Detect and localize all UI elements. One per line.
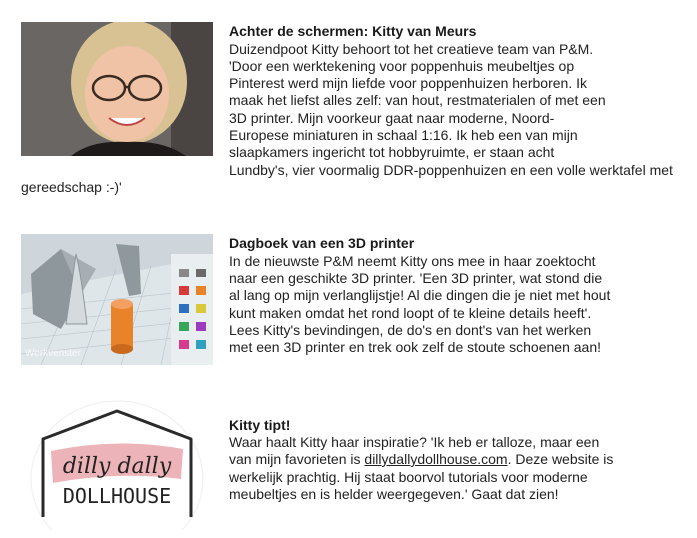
article-line-prefix: van mijn favorieten is: [229, 451, 365, 467]
article-line: maak het liefst alles zelf: van hout, restmaterialen of met een: [229, 92, 606, 108]
article-title[interactable]: Kitty tipt!: [229, 417, 291, 433]
article-line: Europese miniaturen in schaal 1:16. Ik heb een van mijn: [229, 127, 578, 143]
article-line: In de nieuwste P&M neemt Kitty ons mee in haar zoektocht: [229, 253, 596, 269]
logo-top-text: dilly dally: [62, 454, 172, 479]
dilly-dally-logo-image[interactable]: [21, 399, 213, 530]
article-line: slaapkamers ingericht tot hobbyruimte, er staan acht: [229, 144, 555, 160]
article-line: 'Door een werktekening voor poppenhuis meubeltjes op: [229, 58, 575, 74]
article-line: Lundby's, vier voormalig DDR-poppenhuizen en een volle werktafel met: [229, 162, 673, 178]
article-line: gereedschap :-)': [21, 179, 122, 195]
dillydallydollhouse-link[interactable]: dillydallydollhouse.com: [364, 451, 508, 467]
logo-bottom-text: DOLLHOUSE: [62, 484, 172, 508]
article-line: Lees Kitty's bevindingen, de do's en dont's van het werken: [229, 322, 592, 338]
article-title[interactable]: Achter de schermen: Kitty van Meurs: [229, 23, 477, 39]
kitty-portrait-image[interactable]: [21, 22, 213, 156]
article-line-suffix: . Deze website is: [507, 451, 614, 467]
article-line: 3D printer. Mijn voorkeur gaat naar moderne, Noord-: [229, 110, 555, 126]
article-line: al lang op mijn verlanglijstje! Al die dingen die je niet met hout: [229, 287, 611, 303]
3d-printer-image[interactable]: [21, 234, 213, 365]
article-line: kunt maken omdat het rond loopt of te kleine details heeft'.: [229, 305, 592, 321]
article-line: Waar haalt Kitty haar inspiratie? 'Ik heb er talloze, maar een: [229, 434, 600, 450]
article-line: naar een geschikte 3D printer. 'Een 3D printer, wat stond die: [229, 270, 603, 286]
article-line: werkelijk prachtig. Hij staat boorvol tutorials voor moderne: [229, 469, 588, 485]
article-line: meubeltjes en is helder weergegeven.' Gaat dat zien!: [229, 486, 559, 502]
article-line-with-link: [229, 451, 613, 468]
image-caption: Werkvenster: [25, 348, 81, 359]
article-line: Duizendpoot Kitty behoort tot het creatieve team van P&M.: [229, 41, 594, 57]
article-line: Pinterest werd mijn liefde voor poppenhuizen herboren. Ik: [229, 75, 587, 91]
article-title[interactable]: Dagboek van een 3D printer: [229, 235, 415, 251]
article-line: met een 3D printer en trek ook zelf de stoute schoenen aan!: [229, 339, 602, 355]
